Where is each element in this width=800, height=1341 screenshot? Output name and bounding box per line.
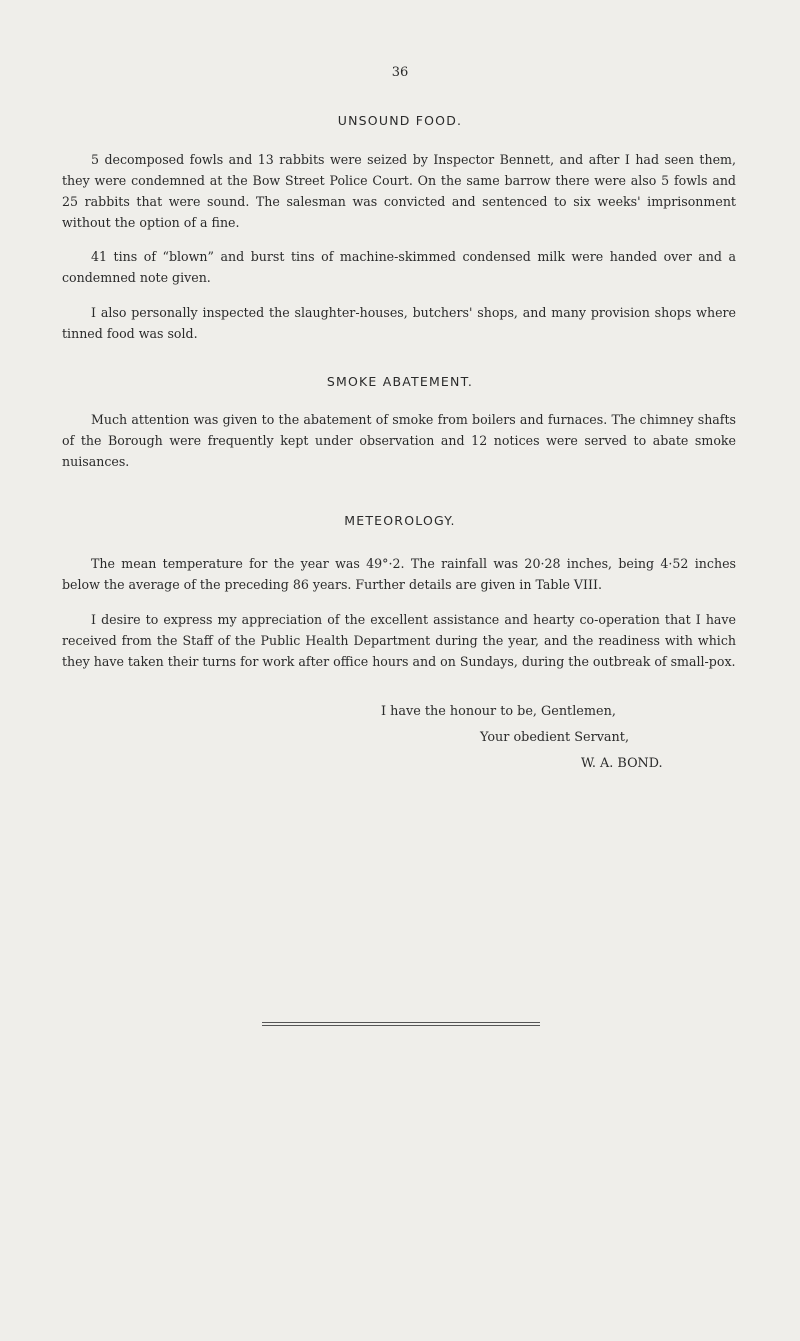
closing-salutation: I have the honour to be, Gentlemen, <box>381 704 616 719</box>
paragraph-condensed-milk: 41 tins of “blown” and burst tins of machine-skimmed condensed milk were handed over and a condemned note given. <box>62 249 736 285</box>
closing-signature: W. A. BOND. <box>581 756 663 771</box>
end-rule-top <box>262 1022 540 1023</box>
closing-valediction: Your obedient Servant, <box>480 730 630 745</box>
paragraph-seized-fowls: 5 decomposed fowls and 13 rabbits were seized by Inspector Bennett, and after I had seen them, they were condemned at the Bow Street Police Court. On the same barrow there were also 5 fowls and 25 rabbits that were sound. The salesman was convicted and sentenced to six weeks' imprisonment without the option of a fine. <box>62 152 736 230</box>
heading-meteorology: METEOROLOGY. <box>344 513 456 528</box>
heading-smoke-abatement: SMOKE ABATEMENT. <box>326 374 474 389</box>
paragraph-inspections: I also personally inspected the slaughter-houses, butchers' shops, and many provision shops where tinned food was sold. <box>62 305 736 341</box>
paragraph-smoke: Much attention was given to the abatement of smoke from boilers and furnaces. The chimney shafts of the Borough were frequently kept under observation and 12 notices were served to abate smoke nuisances. <box>62 412 736 469</box>
end-rule-bottom <box>262 1025 540 1026</box>
page-number: 36 <box>391 65 409 80</box>
heading-unsound-food: UNSOUND FOOD. <box>337 113 463 128</box>
paragraph-appreciation: I desire to express my appreciation of the excellent assistance and hearty co-operation that I have received from the Staff of the Public Health Department during the year, and the readiness with which they have taken their turns for work after office hours and on Sundays, during the outbreak of small-pox. <box>62 612 736 669</box>
paragraph-temperature: The mean temperature for the year was 49°·2. The rainfall was 20·28 inches, being 4·52 inches below the average of the preceding 86 years. Further details are given in Table VIII. <box>62 556 736 592</box>
